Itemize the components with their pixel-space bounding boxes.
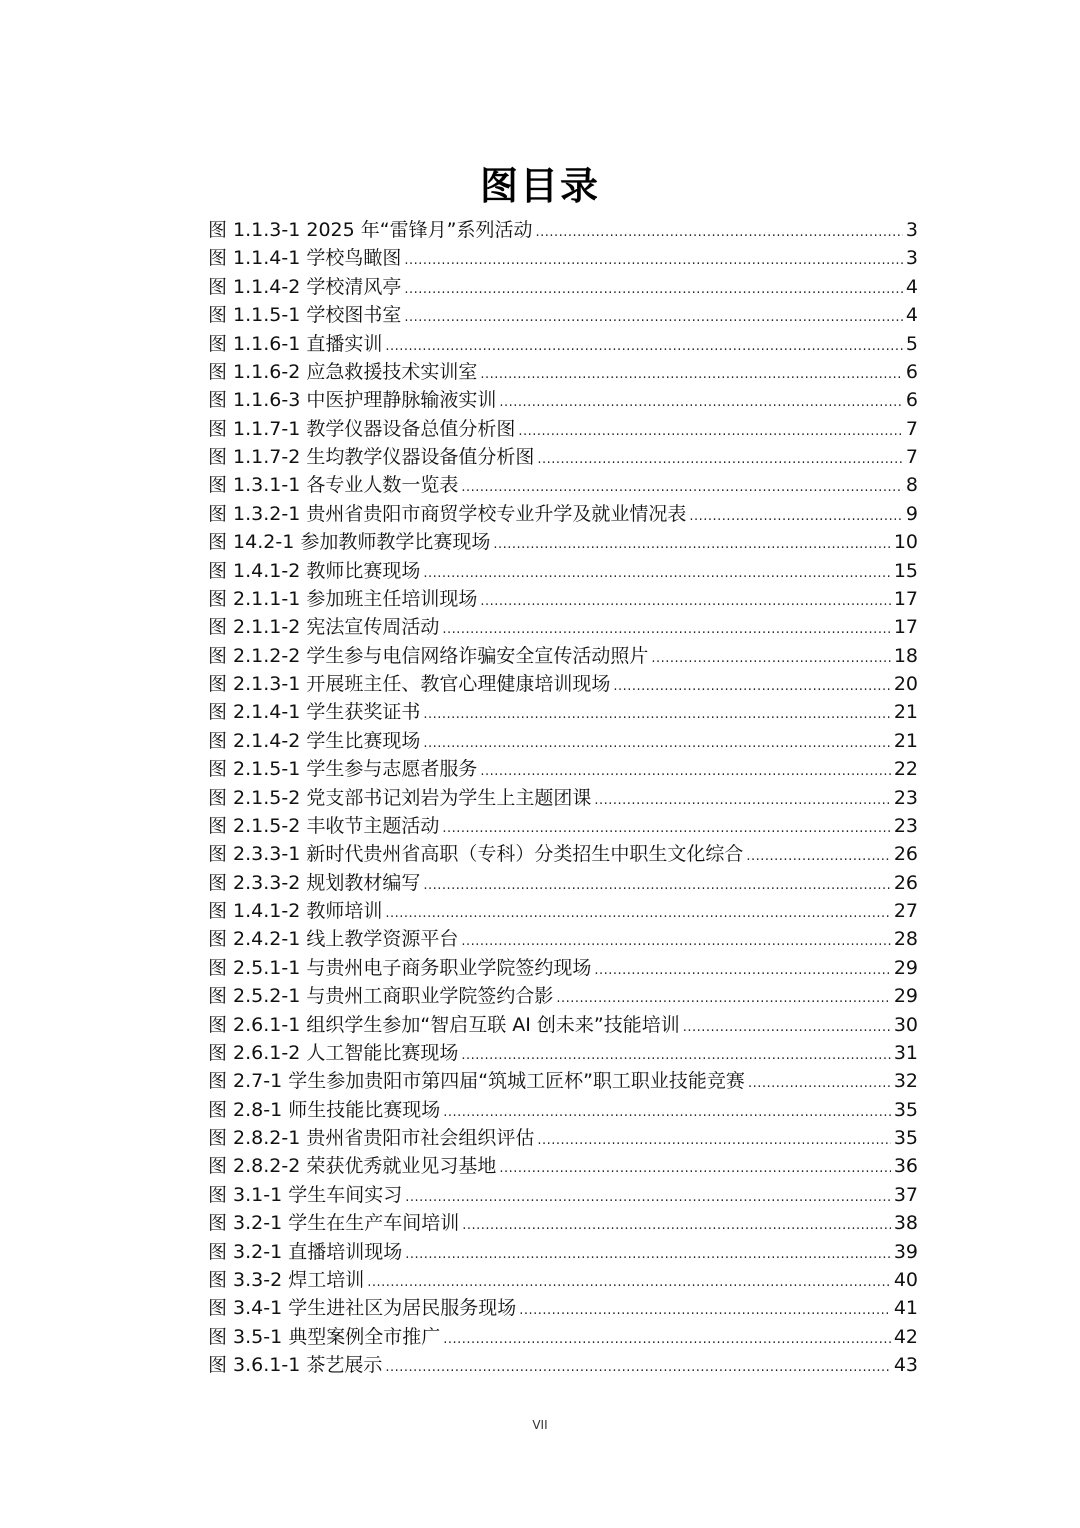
toc-dot-leader xyxy=(423,701,890,729)
toc-entry-page: 6 xyxy=(905,389,918,412)
toc-entry[interactable] xyxy=(208,925,918,953)
toc-entry-label: 图 2.3.3-1 新时代贵州省高职（专科）分类招生中职生文化综合 xyxy=(208,843,744,866)
toc-entry-page: 26 xyxy=(893,871,918,894)
toc-dot-leader xyxy=(651,645,890,673)
toc-entry-page: 21 xyxy=(893,701,918,724)
toc-entry[interactable] xyxy=(208,897,918,925)
toc-entry-page: 20 xyxy=(893,673,918,695)
toc-dot-leader xyxy=(423,730,890,758)
toc-dot-leader xyxy=(405,1241,891,1269)
toc-entry-page: 30 xyxy=(893,1013,918,1036)
toc-entry-label: 图 2.1.1-2 宪法宣传周活动 xyxy=(208,616,440,639)
toc-entry-page: 40 xyxy=(893,1268,918,1291)
toc-entry[interactable] xyxy=(208,443,918,471)
toc-entry[interactable] xyxy=(208,954,918,982)
toc-entry[interactable] xyxy=(208,528,918,556)
toc-dot-leader xyxy=(499,389,903,417)
toc-entry[interactable] xyxy=(208,1351,918,1379)
toc-entry[interactable] xyxy=(208,1011,918,1039)
toc-dot-leader xyxy=(683,1014,891,1042)
toc-entry-label: 图 2.1.3-1 开展班主任、教官心理健康培训现场 xyxy=(208,673,611,695)
toc-entry-label: 图 2.8.2-2 荣获优秀就业见习基地 xyxy=(208,1155,497,1178)
toc-entry[interactable] xyxy=(208,1039,918,1067)
toc-entry-label: 图 2.5.1-1 与贵州电子商务职业学院签约现场 xyxy=(208,956,592,979)
toc-entry-page: 32 xyxy=(893,1070,918,1093)
toc-entry-label: 图 2.1.5-2 党支部书记刘岩为学生上主题团课 xyxy=(208,786,592,809)
toc-entry-label: 图 1.1.6-2 应急救援技术实训室 xyxy=(208,360,478,383)
toc-entry-page: 17 xyxy=(893,616,918,639)
toc-entry-page: 3 xyxy=(905,219,918,241)
toc-entry-page: 39 xyxy=(893,1240,918,1263)
toc-entry-page: 41 xyxy=(893,1297,918,1320)
toc-entry-page: 35 xyxy=(893,1098,918,1121)
toc-entry[interactable] xyxy=(208,698,918,726)
toc-entry[interactable] xyxy=(208,1294,918,1322)
toc-entry-label: 图 2.4.2-1 线上教学资源平台 xyxy=(208,928,459,951)
toc-entry[interactable] xyxy=(208,840,918,868)
toc-entry-label: 图 2.6.1-1 组织学生参加“智启互联 AI 创未来”技能培训 xyxy=(208,1013,680,1036)
toc-entry[interactable] xyxy=(208,812,918,840)
toc-dot-leader xyxy=(748,1070,891,1098)
toc-dot-leader xyxy=(535,219,902,247)
toc-entry-page: 7 xyxy=(905,417,918,440)
toc-dot-leader xyxy=(594,957,890,985)
toc-entry-label: 图 1.3.1-1 各专业人数一览表 xyxy=(208,474,459,497)
toc-entry[interactable] xyxy=(208,216,918,244)
toc-entry-page: 9 xyxy=(905,502,918,525)
figure-toc-list xyxy=(208,216,918,1379)
toc-entry-label: 图 1.1.4-2 学校清风亭 xyxy=(208,275,402,298)
toc-entry[interactable] xyxy=(208,471,918,499)
toc-entry-label: 图 2.1.5-2 丰收节主题活动 xyxy=(208,814,440,837)
toc-entry-label: 图 3.2-1 学生在生产车间培训 xyxy=(208,1212,460,1235)
toc-entry-page: 35 xyxy=(893,1127,918,1149)
toc-dot-leader xyxy=(461,928,890,956)
toc-entry-page: 28 xyxy=(893,928,918,951)
toc-entry-page: 31 xyxy=(893,1041,918,1064)
toc-dot-leader xyxy=(443,1326,891,1354)
toc-dot-leader xyxy=(480,361,903,389)
toc-entry-label: 图 3.2-1 直播培训现场 xyxy=(208,1240,403,1263)
toc-entry[interactable] xyxy=(208,500,918,528)
toc-entry-page: 26 xyxy=(893,843,918,866)
toc-entry-label: 图 2.1.1-1 参加班主任培训现场 xyxy=(208,587,478,610)
toc-entry-label: 图 2.6.1-2 人工智能比赛现场 xyxy=(208,1041,459,1064)
toc-entry-label: 图 3.1-1 学生车间实习 xyxy=(208,1183,403,1206)
toc-entry[interactable] xyxy=(208,330,918,358)
toc-dot-leader xyxy=(746,843,890,871)
toc-entry-page: 5 xyxy=(905,332,918,355)
toc-dot-leader xyxy=(518,418,903,446)
toc-entry[interactable] xyxy=(208,1266,918,1294)
toc-entry-page: 7 xyxy=(905,446,918,468)
toc-dot-leader xyxy=(385,333,903,361)
toc-entry-label: 图 3.5-1 典型案例全市推广 xyxy=(208,1325,441,1348)
toc-dot-leader xyxy=(461,474,903,502)
toc-entry[interactable] xyxy=(208,1152,918,1180)
toc-entry-page: 4 xyxy=(905,275,918,298)
toc-entry-page: 8 xyxy=(905,474,918,497)
toc-entry-page: 6 xyxy=(905,360,918,383)
toc-dot-leader xyxy=(423,872,890,900)
toc-entry-label: 图 2.1.4-2 学生比赛现场 xyxy=(208,729,421,752)
toc-dot-leader xyxy=(537,1127,890,1155)
toc-entry-page: 22 xyxy=(893,758,918,781)
toc-entry[interactable] xyxy=(208,557,918,585)
toc-entry-label: 图 3.6.1-1 茶艺展示 xyxy=(208,1354,383,1376)
toc-entry[interactable] xyxy=(208,755,918,783)
toc-entry-page: 42 xyxy=(893,1325,918,1348)
toc-entry[interactable] xyxy=(208,244,918,272)
toc-entry-label: 图 2.8-1 师生技能比赛现场 xyxy=(208,1098,441,1121)
page-number: VII xyxy=(532,1418,548,1432)
toc-entry-label: 图 1.4.1-2 教师比赛现场 xyxy=(208,559,421,582)
toc-entry-label: 图 2.5.2-1 与贵州工商职业学院签约合影 xyxy=(208,985,554,1008)
toc-entry[interactable] xyxy=(208,273,918,301)
toc-entry[interactable] xyxy=(208,982,918,1010)
toc-entry[interactable] xyxy=(208,386,918,414)
toc-entry-label: 图 1.1.5-1 学校图书室 xyxy=(208,304,402,327)
toc-entry-label: 图 1.1.4-1 学校鸟瞰图 xyxy=(208,247,402,270)
toc-entry[interactable] xyxy=(208,1124,918,1152)
toc-dot-leader xyxy=(519,1297,891,1325)
toc-entry[interactable] xyxy=(208,613,918,641)
toc-entry-page: 29 xyxy=(893,985,918,1008)
toc-entry[interactable] xyxy=(208,1323,918,1351)
toc-entry[interactable] xyxy=(208,642,918,670)
toc-entry-label: 图 2.3.3-2 规划教材编写 xyxy=(208,871,421,894)
toc-entry[interactable] xyxy=(208,727,918,755)
toc-entry-page: 23 xyxy=(893,786,918,809)
toc-dot-leader xyxy=(442,815,890,843)
toc-dot-leader xyxy=(480,758,890,786)
toc-dot-leader xyxy=(493,531,890,559)
toc-entry-label: 图 2.7-1 学生参加贵阳市第四届“筑城工匠杯”职工职业技能竞赛 xyxy=(208,1070,745,1093)
toc-entry-page: 38 xyxy=(893,1212,918,1235)
toc-entry[interactable] xyxy=(208,1096,918,1124)
toc-entry-page: 15 xyxy=(893,559,918,582)
toc-entry-label: 图 1.1.7-1 教学仪器设备总值分析图 xyxy=(208,417,516,440)
toc-dot-leader xyxy=(385,900,890,928)
toc-entry-page: 3 xyxy=(905,247,918,270)
toc-entry-label: 图 2.1.4-1 学生获奖证书 xyxy=(208,701,421,724)
toc-entry-page: 21 xyxy=(893,729,918,752)
toc-entry-label: 图 1.1.7-2 生均教学仪器设备值分析图 xyxy=(208,446,535,468)
toc-dot-leader xyxy=(613,673,890,701)
toc-entry[interactable] xyxy=(208,1181,918,1209)
toc-entry-label: 图 3.4-1 学生进社区为居民服务现场 xyxy=(208,1297,517,1320)
toc-dot-leader xyxy=(499,1155,890,1183)
toc-dot-leader xyxy=(405,1184,891,1212)
toc-entry-label: 图 14.2-1 参加教师教学比赛现场 xyxy=(208,531,491,554)
toc-entry[interactable] xyxy=(208,585,918,613)
toc-entry-label: 图 3.3-2 焊工培训 xyxy=(208,1268,365,1291)
toc-entry-label: 图 1.1.6-1 直播实训 xyxy=(208,332,383,355)
toc-dot-leader xyxy=(480,588,890,616)
toc-entry[interactable] xyxy=(208,415,918,443)
toc-entry-label: 图 1.1.6-3 中医护理静脉输液实训 xyxy=(208,389,497,412)
toc-entry-page: 23 xyxy=(893,814,918,837)
toc-dot-leader xyxy=(462,1212,891,1240)
toc-entry-label: 图 1.1.3-1 2025 年“雷锋月”系列活动 xyxy=(208,219,533,241)
toc-entry[interactable] xyxy=(208,358,918,386)
toc-dot-leader xyxy=(367,1269,891,1297)
page-title: 图目录 xyxy=(479,164,600,208)
toc-dot-leader xyxy=(689,503,903,531)
toc-entry[interactable] xyxy=(208,1067,918,1095)
toc-entry-page: 4 xyxy=(905,304,918,327)
toc-entry-page: 18 xyxy=(893,644,918,667)
toc-dot-leader xyxy=(594,787,890,815)
toc-entry-label: 图 1.3.2-1 贵州省贵阳市商贸学校专业升学及就业情况表 xyxy=(208,502,687,525)
toc-entry-page: 29 xyxy=(893,956,918,979)
toc-dot-leader xyxy=(404,276,903,304)
toc-entry-page: 10 xyxy=(893,531,918,554)
toc-dot-leader xyxy=(385,1354,890,1382)
toc-dot-leader xyxy=(423,560,890,588)
toc-dot-leader xyxy=(443,1099,891,1127)
toc-entry-page: 17 xyxy=(893,587,918,610)
toc-entry[interactable] xyxy=(208,1209,918,1237)
toc-dot-leader xyxy=(404,247,903,275)
toc-entry-label: 图 2.8.2-1 贵州省贵阳市社会组织评估 xyxy=(208,1127,535,1149)
toc-entry[interactable] xyxy=(208,301,918,329)
toc-dot-leader xyxy=(556,985,890,1013)
toc-entry-label: 图 2.1.5-1 学生参与志愿者服务 xyxy=(208,758,478,781)
toc-entry[interactable] xyxy=(208,784,918,812)
toc-entry-page: 27 xyxy=(893,900,918,922)
toc-dot-leader xyxy=(461,1042,890,1070)
toc-entry-page: 43 xyxy=(893,1354,918,1376)
toc-entry[interactable] xyxy=(208,869,918,897)
toc-entry[interactable] xyxy=(208,1238,918,1266)
toc-entry-label: 图 2.1.2-2 学生参与电信网络诈骗安全宣传活动照片 xyxy=(208,644,649,667)
toc-entry-label: 图 1.4.1-2 教师培训 xyxy=(208,900,383,922)
toc-dot-leader xyxy=(404,304,903,332)
toc-dot-leader xyxy=(442,616,890,644)
toc-dot-leader xyxy=(537,446,903,474)
toc-entry-page: 36 xyxy=(893,1155,918,1178)
toc-entry-page: 37 xyxy=(893,1183,918,1206)
toc-entry[interactable] xyxy=(208,670,918,698)
